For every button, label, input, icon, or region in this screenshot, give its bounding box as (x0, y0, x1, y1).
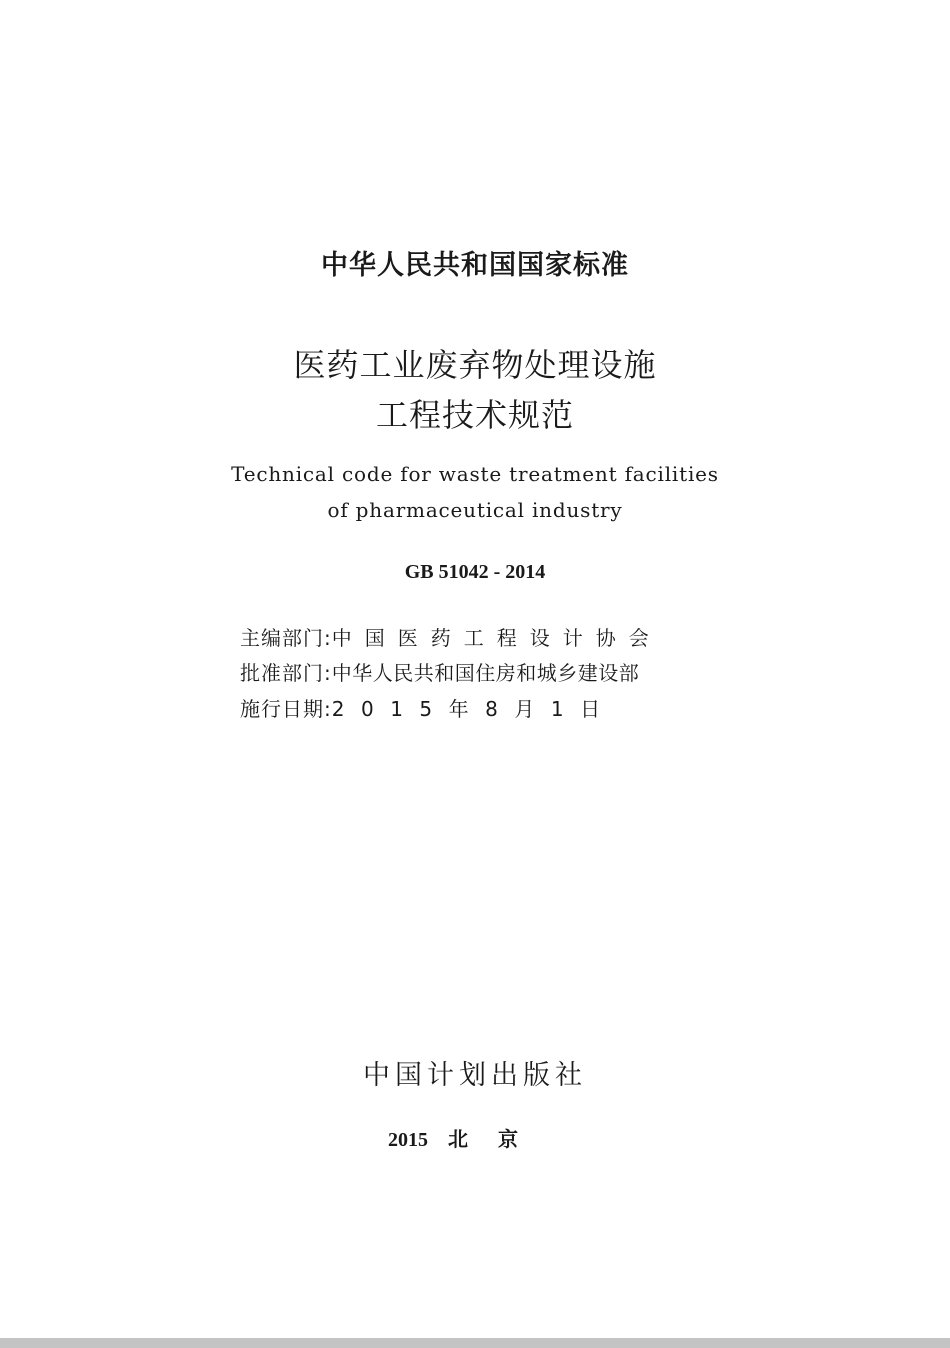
imprint-year: 2015 (388, 1129, 428, 1151)
imprint (388, 1123, 548, 1152)
approver-department-row (240, 657, 710, 686)
publisher-name: 中国计划出版社 (363, 1060, 587, 1091)
effective-date-row (240, 693, 710, 722)
page-bottom-border (0, 1338, 950, 1348)
editor-department-label: 主编部门: (240, 626, 332, 650)
approver-department-value: 中华人民共和国住房和城乡建设部 (331, 661, 640, 685)
approver-department-label: 批准部门: (240, 661, 332, 685)
editor-department-row (240, 622, 710, 651)
chinese-title-line-2: 工程技术规范 (375, 396, 574, 434)
imprint-city: 北京 (448, 1127, 548, 1151)
effective-date-label: 施行日期: (240, 697, 332, 721)
english-title-line-2: of pharmaceutical industry (327, 498, 623, 522)
standard-code: GB 51042 - 2014 (404, 561, 546, 583)
effective-date-value: 2015年8月1日 (331, 697, 617, 721)
standard-series-heading: 中华人民共和国国家标准 (321, 250, 629, 281)
editor-department-value: 中国医药工程设计协会 (331, 626, 662, 650)
chinese-title-line-1: 医药工业废弃物处理设施 (293, 346, 657, 384)
english-title-line-1: Technical code for waste treatment facilities (231, 462, 719, 486)
